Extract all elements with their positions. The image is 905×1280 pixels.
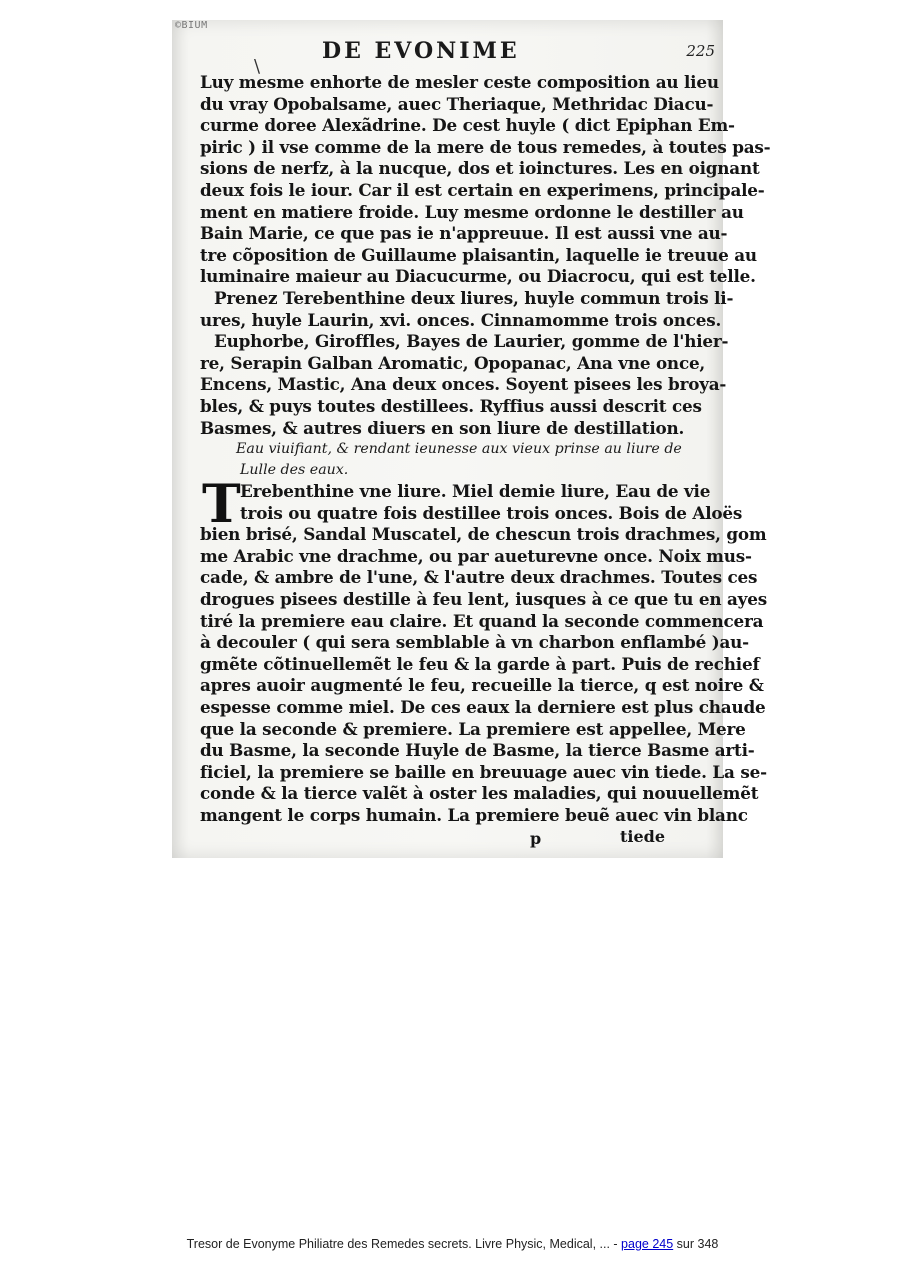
text-line: sions de nerfz, à la nucque, dos et ioinctures. Les en oignant: [200, 158, 760, 179]
text-line: mangent le corps humain. La premiere beuẽ auec vin blanc: [200, 805, 748, 825]
signature-mark: p: [530, 828, 542, 848]
text-line: gmẽte cõtinuellemẽt le feu & la garde à part. Puis de rechief: [200, 653, 760, 674]
text-line: piric ) il vse comme de la mere de tous remedes, à toutes pas-: [200, 136, 771, 157]
text-line: curme doree Alexãdrine. De cest huyle ( dict Epiphan Em-: [200, 115, 735, 136]
text-line: ment en matiere froide. Luy mesme ordonne le destiller au: [200, 201, 744, 222]
page-link[interactable]: page 245: [621, 1237, 674, 1251]
text-line: Luy mesme enhorte de mesler ceste composition au lieu: [200, 72, 719, 92]
text-line: Prenez Terebenthine deux liures, huyle commun trois li-: [214, 287, 734, 308]
text-line: tre cõposition de Guillaume plaisantin, laquelle ie treuue au: [200, 244, 757, 265]
folio-number: 225: [686, 42, 715, 60]
paragraph-eau-viuifiant: [200, 474, 767, 827]
caption-line: Eau viuifiant, & rendant ieunesse aux vieux prinse au liure de: [236, 441, 682, 458]
scanned-page: [172, 20, 771, 858]
caption-line: Lulle des eaux.: [240, 462, 349, 479]
text-line: du vray Opobalsame, auec Theriaque, Methridac Diacu-: [200, 93, 714, 114]
catchword-line: [200, 827, 700, 849]
text-line: me Arabic vne drachme, ou par aueturevne once. Noix mus-: [200, 545, 752, 566]
text-line: luminaire maieur au Diacucurme, ou Diacrocu, qui est telle.: [200, 266, 756, 287]
paragraph-euphorbe: [200, 331, 729, 439]
text-line: Euphorbe, Giroffles, Bayes de Laurier, gomme de l'hier-: [214, 331, 729, 352]
text-line: apres auoir augmenté le feu, recueille la tierce, q est noire &: [200, 675, 764, 696]
text-line: conde & la tierce valẽt à oster les maladies, qui nouuellemẽt: [200, 783, 759, 804]
watermark: ©BIUM: [175, 20, 208, 31]
text-line: cade, & ambre de l'une, & l'autre deux drachmes. Toutes ces: [200, 567, 758, 588]
text-line: ures, huyle Laurin, xvi. onces. Cinnamomme trois onces.: [200, 309, 722, 330]
text-line: bles, & puys toutes destillees. Ryffius aussi descrit ces: [200, 395, 702, 416]
section-caption: [200, 439, 700, 481]
text-line: Erebenthine vne liure. Miel demie liure, Eau de vie: [240, 481, 711, 502]
text-line: tiré la premiere eau claire. Et quand la seconde commencera: [200, 610, 764, 631]
text-line: bien brisé, Sandal Muscatel, de chescun trois drachmes, gom: [200, 524, 767, 545]
text-line: à decouler ( qui sera semblable à vn charbon enflambé )au-: [200, 632, 749, 653]
paragraph-opobalsame: [200, 72, 771, 288]
text-line: deux fois le iour. Car il est certain en experimens, principale-: [200, 179, 765, 200]
text-line: du Basme, la seconde Huyle de Basme, la tierce Basme arti-: [200, 740, 755, 761]
drop-cap: T: [202, 474, 241, 536]
viewer-footer: [0, 1237, 905, 1251]
margin-mark: \: [254, 56, 261, 77]
paragraph-terebenthine-recipe: [200, 287, 734, 331]
book-title: Tresor de Evonyme Philiatre des Remedes secrets. Livre Physic, Medical, ... -: [186, 1237, 622, 1251]
running-head: DE EVONIME: [322, 38, 520, 64]
catchword: tiede: [620, 826, 666, 846]
text-line: Bain Marie, ce que pas ie n'appreuue. Il est aussi vne au-: [200, 223, 728, 244]
text-line: ficiel, la premiere se baille en breuuage auec vin tiede. La se-: [200, 761, 767, 782]
page-total: sur 348: [673, 1237, 719, 1251]
text-line: drogues pisees destille à feu lent, iusques à ce que tu en ayes: [200, 589, 767, 610]
text-line: espesse comme miel. De ces eaux la derniere est plus chaude: [200, 697, 766, 718]
text-line: Basmes, & autres diuers en son liure de destillation.: [200, 417, 685, 438]
text-line: Encens, Mastic, Ana deux onces. Soyent pisees les broya-: [200, 374, 727, 395]
text-line: trois ou quatre fois destillee trois onces. Bois de Aloës: [240, 502, 743, 523]
text-line: re, Serapin Galban Aromatic, Opopanac, Ana vne once,: [200, 352, 706, 373]
text-line: que la seconde & premiere. La premiere est appellee, Mere: [200, 718, 746, 739]
page-text: [200, 72, 771, 849]
